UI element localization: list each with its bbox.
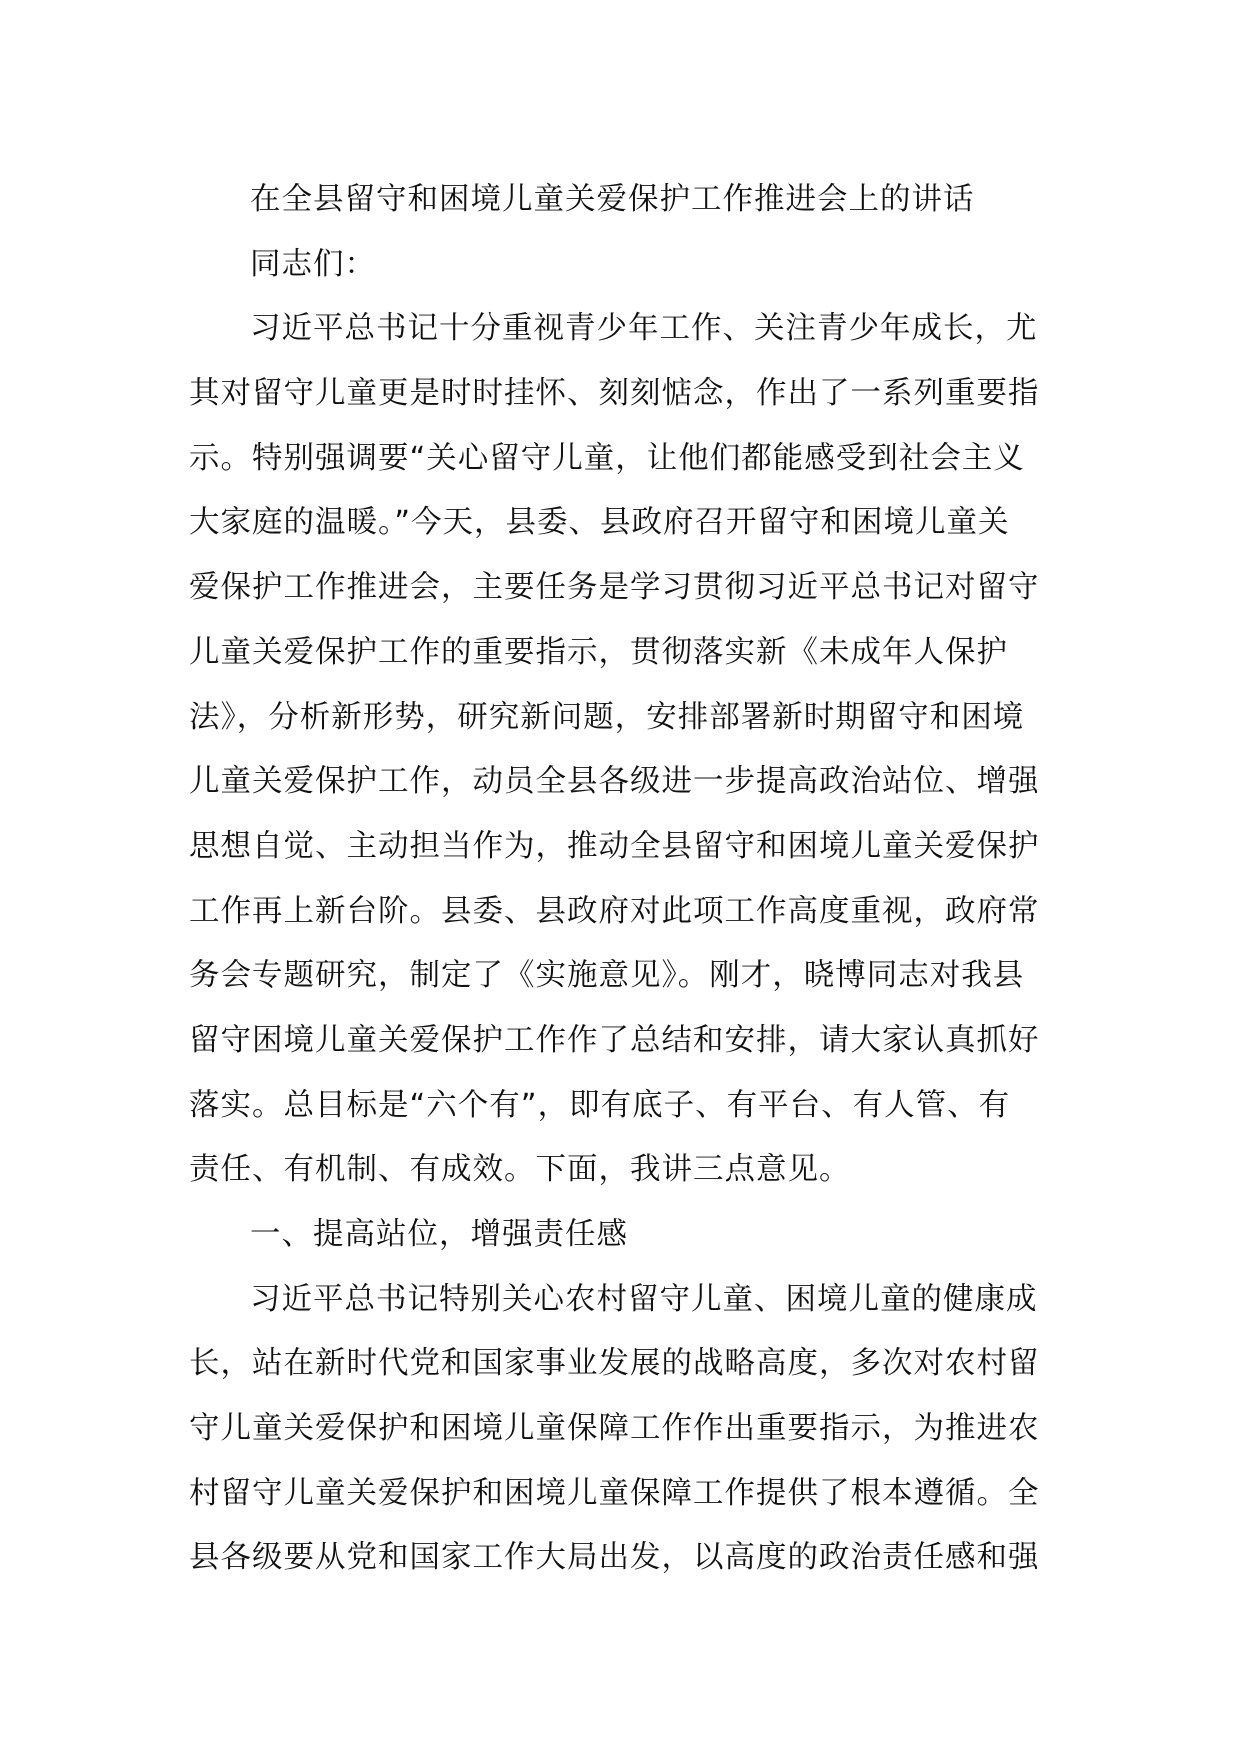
paragraph-line: 责任、有机制、有成效。下面，我讲三点意见。 (189, 1152, 851, 1188)
paragraph-line: 工作再上新台阶。县委、县政府对此项工作高度重视，政府常 (189, 893, 1040, 929)
paragraph-line: 习近平总书记十分重视青少年工作、关注青少年成长，尤 (250, 311, 1038, 347)
paragraph-line: 其对留守儿童更是时时挂怀、刻刻惦念，作出了一系列重要指 (189, 376, 1040, 412)
document-title: 在全县留守和困境儿童关爱保护工作推进会上的讲话 (250, 182, 975, 217)
section-heading: 一、提高站位，增强责任感 (250, 1217, 628, 1252)
paragraph-line: 儿童关爱保护工作的重要指示，贯彻落实新《未成年人保护 (189, 634, 1008, 670)
paragraph-line: 村留守儿童关爱保护和困境儿童保障工作提供了根本遵循。全 (189, 1475, 1040, 1511)
paragraph-line: 大家庭的温暖。”今天，县委、县政府召开留守和困境儿童关 (189, 505, 1010, 541)
salutation: 同志们： (250, 246, 376, 282)
paragraph-line: 儿童关爱保护工作，动员全县各级进一步提高政治站位、增强 (189, 764, 1040, 800)
paragraph-line: 落实。总目标是“六个有”，即有底子、有平台、有人管、有 (189, 1087, 1011, 1123)
paragraph-line: 习近平总书记特别关心农村留守儿童、困境儿童的健康成 (250, 1281, 1038, 1317)
paragraph-line: 法》，分析新形势，研究新问题，安排部署新时期留守和困境 (189, 699, 1025, 735)
paragraph-line: 守儿童关爱保护和困境儿童保障工作作出重要指示，为推进农 (189, 1411, 1040, 1447)
paragraph-line: 长，站在新时代党和国家事业发展的战略高度，多次对农村留 (189, 1346, 1040, 1382)
paragraph-line: 县各级要从党和国家工作大局出发，以高度的政治责任感和强 (189, 1540, 1040, 1576)
paragraph-line: 示。特别强调要“关心留守儿童，让他们都能感受到社会主义 (189, 440, 1025, 476)
paragraph-line: 务会专题研究，制定了《实施意见》。刚才，晓博同志对我县 (189, 958, 1025, 994)
paragraph-line: 爱保护工作推进会，主要任务是学习贯彻习近平总书记对留守 (189, 570, 1040, 606)
paragraph-line: 留守困境儿童关爱保护工作作了总结和安排，请大家认真抓好 (189, 1022, 1040, 1058)
document-page (189, 168, 1059, 1591)
paragraph-line: 思想自觉、主动担当作为，推动全县留守和困境儿童关爱保护 (189, 828, 1040, 864)
